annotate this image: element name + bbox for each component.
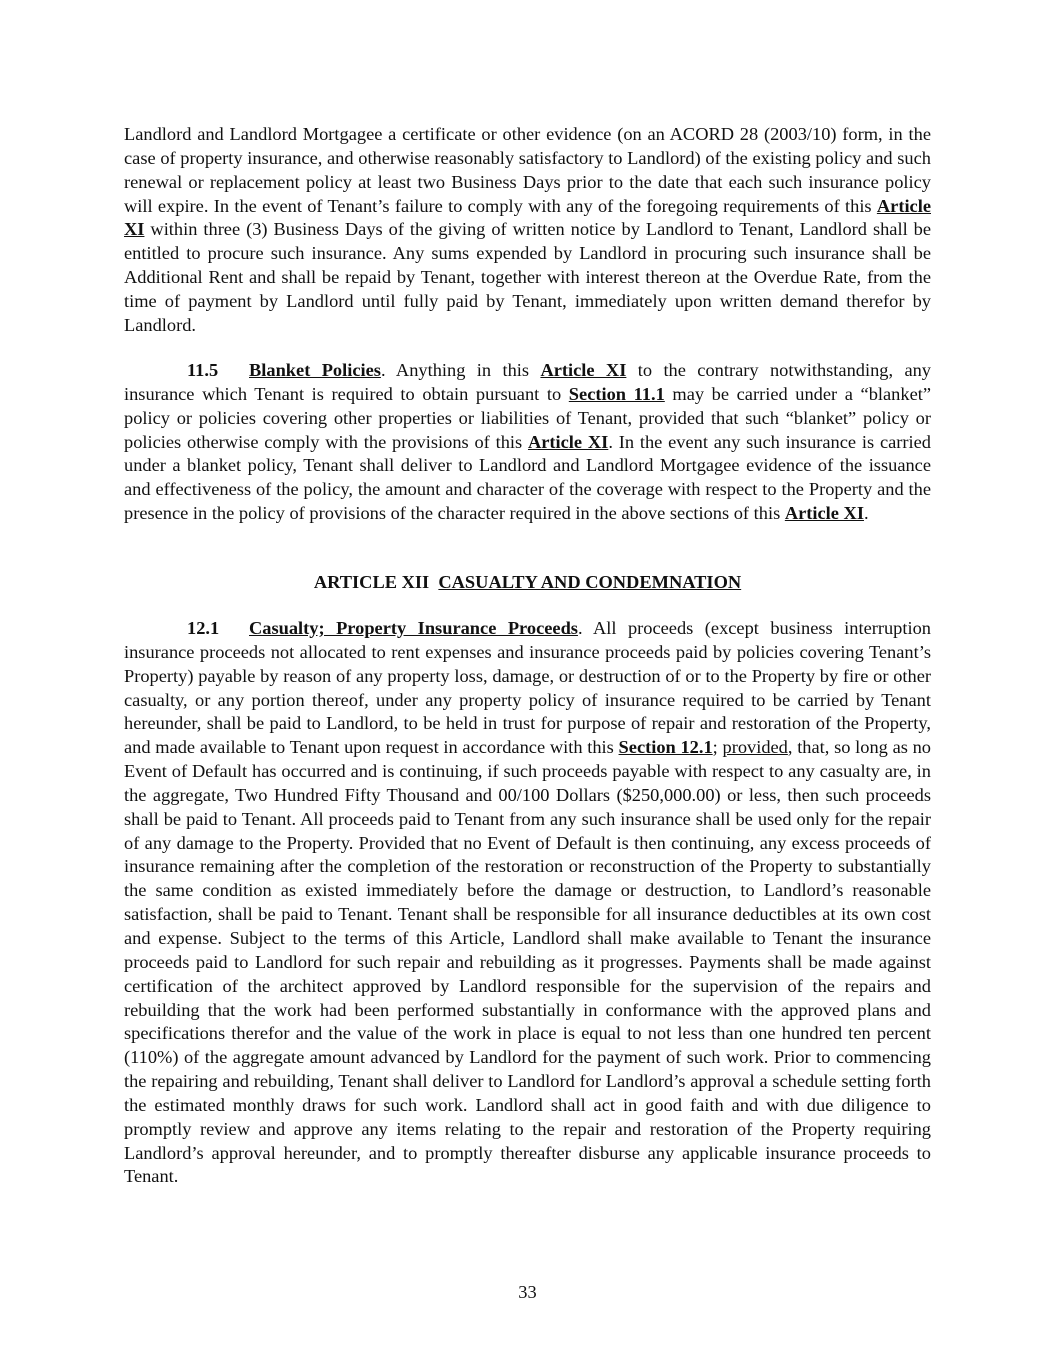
article-heading-prefix: ARTICLE XII [313,572,439,592]
paragraph-text: may be carried under a “blanket” policy or policies covering other properties or liabilities of Tenant, provided that such “blanket” policy or policies otherwise comply with the provisions of this [124,383,932,452]
paragraph-text: to the contrary notwithstanding, any insurance which Tenant is required to obtain pursuant to [124,360,932,404]
paragraph-text: . In the event any such insurance is carried under a blanket policy, Tenant shall deliver to Landlord and Landlord Mortgagee evidence of the issuance and effectiveness of the policy, the amount and character of the coverage with respect to the Property and the presence in the policy of provisions of the character required in the above sections of this [124,431,931,524]
paragraph-text: . All proceeds (except business interruption insurance proceeds not allocated to rent expenses and insurance proceeds paid by policies covering Tenant’s Property) payable by reason of any property loss, damage, or destruction of or to the Property by fire or other casualty, or any portion thereof, under any property policy of insurance required to be carried by Tenant hereunder, shall be paid to Landlord, to be held in trust for purpose of repair and restoration of the Property, and made available to Tenant upon request in accordance with this [124,618,931,758]
section-11-5 [124,359,931,526]
provided-term: provided [722,737,788,758]
article-heading [124,571,931,595]
paragraph-text: , that, so long as no Event of Default has occurred and is continuing, if such proceeds payable with respect to any casualty are, in the aggregate, Two Hundred Fifty Thousand and 00/100 Dollars ($250,000.00) or less, then such proceeds shall be paid to Tenant. All proceeds paid to Tenant from any such insurance shall be used only for the repair of any damage to the Property. Provided that no Event of Default is then continuing, any excess proceeds of insurance remaining after the completion of the restoration or reconstruction of the Property to substantially the same condition as existed immediately before the damage or destruction, to Landlord’s reasonable satisfaction, shall be paid to Tenant. Tenant shall be responsible for all insurance deductibles at its own cost and expense. Subject to the terms of this Article, Landlord shall make available to Tenant the insurance proceeds paid to Landlord for such repair and rebuilding as it progresses. Payments shall be made against certification of the architect approved by Landlord responsible for the supervision of the repairs and rebuilding that the work had been performed substantially in conformance with the approved plans and specifications therefor and the value of the work in place is equal to not less than one hundred ten percent (110%) of the aggregate amount advanced by Landlord for the payment of such work. Prior to commencing the repairing and rebuilding, Tenant shall deliver to Landlord for Landlord’s approval a schedule setting forth the estimated monthly draws for such work. Landlord shall act in good faith and with due diligence to promptly review and approve any items relating to the repair and restoration of the Property requiring Landlord’s approval hereunder, and to promptly thereafter disburse any applicable insurance proceeds to Tenant. [124,737,931,1187]
section-title: Casualty; Property Insurance Proceeds [249,618,578,638]
article-reference: Article XI [784,503,864,524]
section-reference: Section 12.1 [618,737,713,758]
article-heading-title: CASUALTY AND CONDEMNATION [438,572,742,592]
section-number: 11.5 [187,360,219,380]
section-title: Blanket Policies [249,360,381,380]
section-number: 12.1 [187,618,220,638]
article-reference: Article XI [540,360,627,380]
paragraph-text: within three (3) Business Days of the giving of written notice by Landlord to Tenant, Landlord shall be entitled to procure such insurance. Any sums expended by Landlord in procuring such insurance shall be Additional Rent and shall be repaid by Tenant, together with interest thereon at the Overdue Rate, from the time of payment by Landlord until fully paid by Tenant, immediately upon written demand therefor by Landlord. [124,219,931,335]
article-reference: Article XI [124,195,931,240]
section-reference: Section 11.1 [568,383,665,404]
paragraph-text: ; [712,737,723,758]
paragraph-continuation [124,123,931,338]
section-12-1 [124,617,931,1189]
article-reference: Article XI [527,431,609,452]
paragraph-text: Landlord and Landlord Mortgagee a certificate or other evidence (on an ACORD 28 (2003/10) form, in the case of property insurance, and otherwise reasonably satisfactory to Landlord) of the existing policy and such renewal or replacement policy at least two Business Days prior to the date that each such insurance policy will expire. In the event of Tenant’s failure to comply with any of the foregoing requirements of this [124,124,931,216]
paragraph-text: . [863,503,869,524]
paragraph-text: . Anything in this [380,360,541,380]
page-number: 33 [518,1282,537,1302]
